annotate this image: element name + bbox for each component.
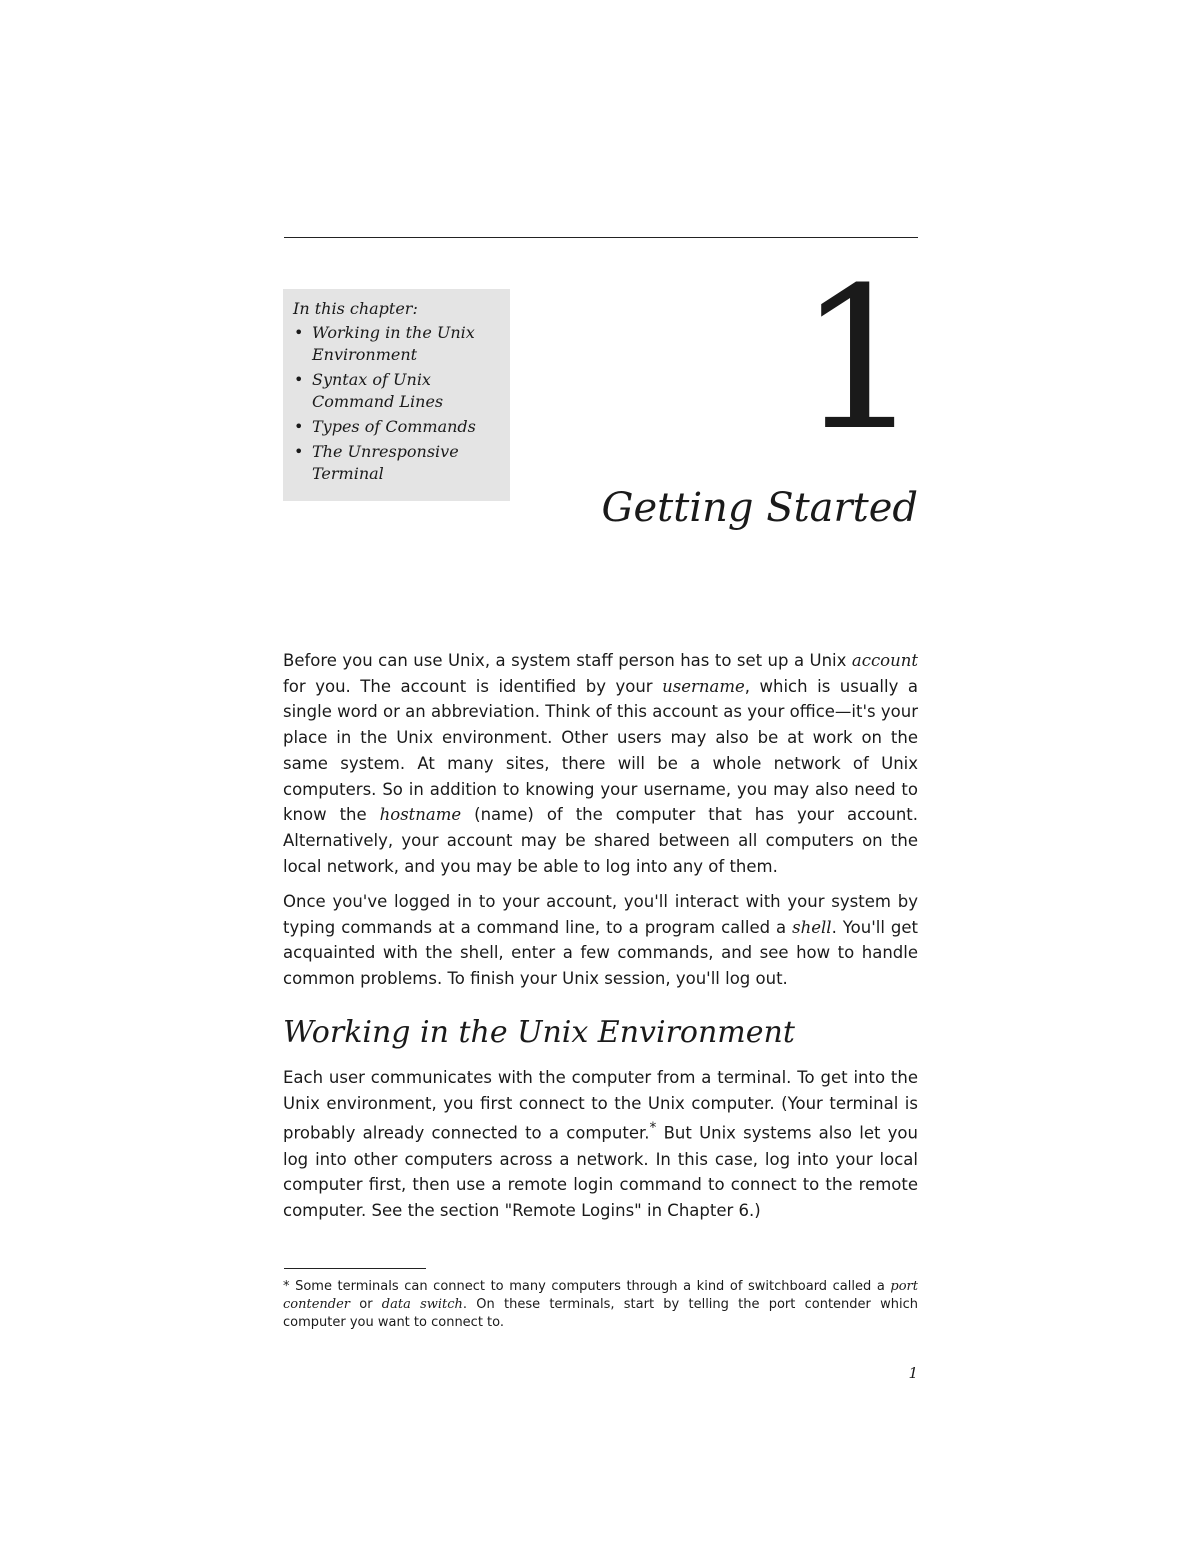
bullet-icon: • [294, 370, 304, 389]
footnote-rule [284, 1268, 426, 1269]
chapter-contents-box [283, 289, 510, 501]
text-run: or [350, 1297, 382, 1312]
footnote [283, 1278, 918, 1332]
text-run: . On these terminals, start by telling the port contender which computer you want to connect to. [283, 1297, 918, 1330]
chapter-contents-list [293, 322, 500, 485]
emphasis-term-shell: shell [792, 917, 832, 937]
text-run: for you. The account is identified by your [283, 676, 663, 696]
chapter-contents-item [293, 369, 500, 413]
emphasis-term-account: account [851, 651, 918, 670]
chapter-title: Getting Started [601, 485, 918, 531]
page-number: 1 [908, 1364, 918, 1382]
text-run: Before you can use Unix, a system staff person has to set up a Unix [283, 651, 852, 670]
chapter-number: 1 [797, 246, 918, 474]
text-run: Once you've logged in to your account, you'll interact with your system by typing commands at a command line, to a program called a [283, 892, 918, 937]
emphasis-term-data-switch: data switch [381, 1297, 463, 1312]
bullet-icon: • [294, 442, 304, 461]
chapter-contents-item [293, 416, 500, 438]
text-run: , which is usually a single word or an abbreviation. Think of this account as your office—it's your place in the Unix environment. Other users may also be at work on the same system. At many sites, there will be a whole network of Unix computers. So in addition to knowing your username, you may also need to know the [283, 676, 919, 825]
body-paragraph-terminal [283, 1065, 918, 1224]
bullet-icon: • [294, 323, 304, 342]
text-run: Each user communicates with the computer from a terminal. To get into the Unix environment, you first connect to the Unix computer. (Your terminal is probably already connected to a computer. [283, 1068, 918, 1143]
text-run: . You'll get acquainted with the shell, enter a few commands, and see how to handle common problems. To finish your Unix session, you'll log out. [283, 917, 918, 989]
chapter-contents-item-label: Syntax of Unix Command Lines [312, 370, 444, 411]
section-heading: Working in the Unix Environment [283, 1015, 795, 1050]
chapter-contents-item-label: Types of Commands [312, 417, 476, 436]
emphasis-term-username: username [662, 676, 745, 696]
footnote-reference: * [649, 1120, 657, 1137]
chapter-contents-item [293, 322, 500, 366]
chapter-contents-item-label: Working in the Unix Environment [312, 323, 475, 364]
top-rule [284, 237, 918, 238]
footnote-marker: * [283, 1279, 290, 1294]
chapter-contents-item-label: The Unresponsive Terminal [312, 442, 459, 483]
body-paragraph-intro [283, 648, 918, 879]
emphasis-term-hostname: hostname [379, 805, 462, 825]
text-run: Some terminals can connect to many computers through a kind of switchboard called a [289, 1279, 891, 1294]
chapter-contents-heading: In this chapter: [293, 299, 418, 318]
emphasis-term-port-contender: port contender [283, 1279, 918, 1312]
bullet-icon: • [294, 417, 304, 436]
chapter-contents-item [293, 441, 500, 485]
text-run: But Unix systems also let you log into other computers across a network. In this case, log into your local computer first, then use a remote login command to connect to the remote computer. See the section "Remote Logins" in Chapter 6.) [283, 1123, 918, 1221]
body-paragraph-shell [283, 889, 918, 992]
text-run: (name) of the computer that has your account. Alternatively, your account may be shared between all computers on the local network, and you may be able to log into any of them. [283, 805, 918, 876]
